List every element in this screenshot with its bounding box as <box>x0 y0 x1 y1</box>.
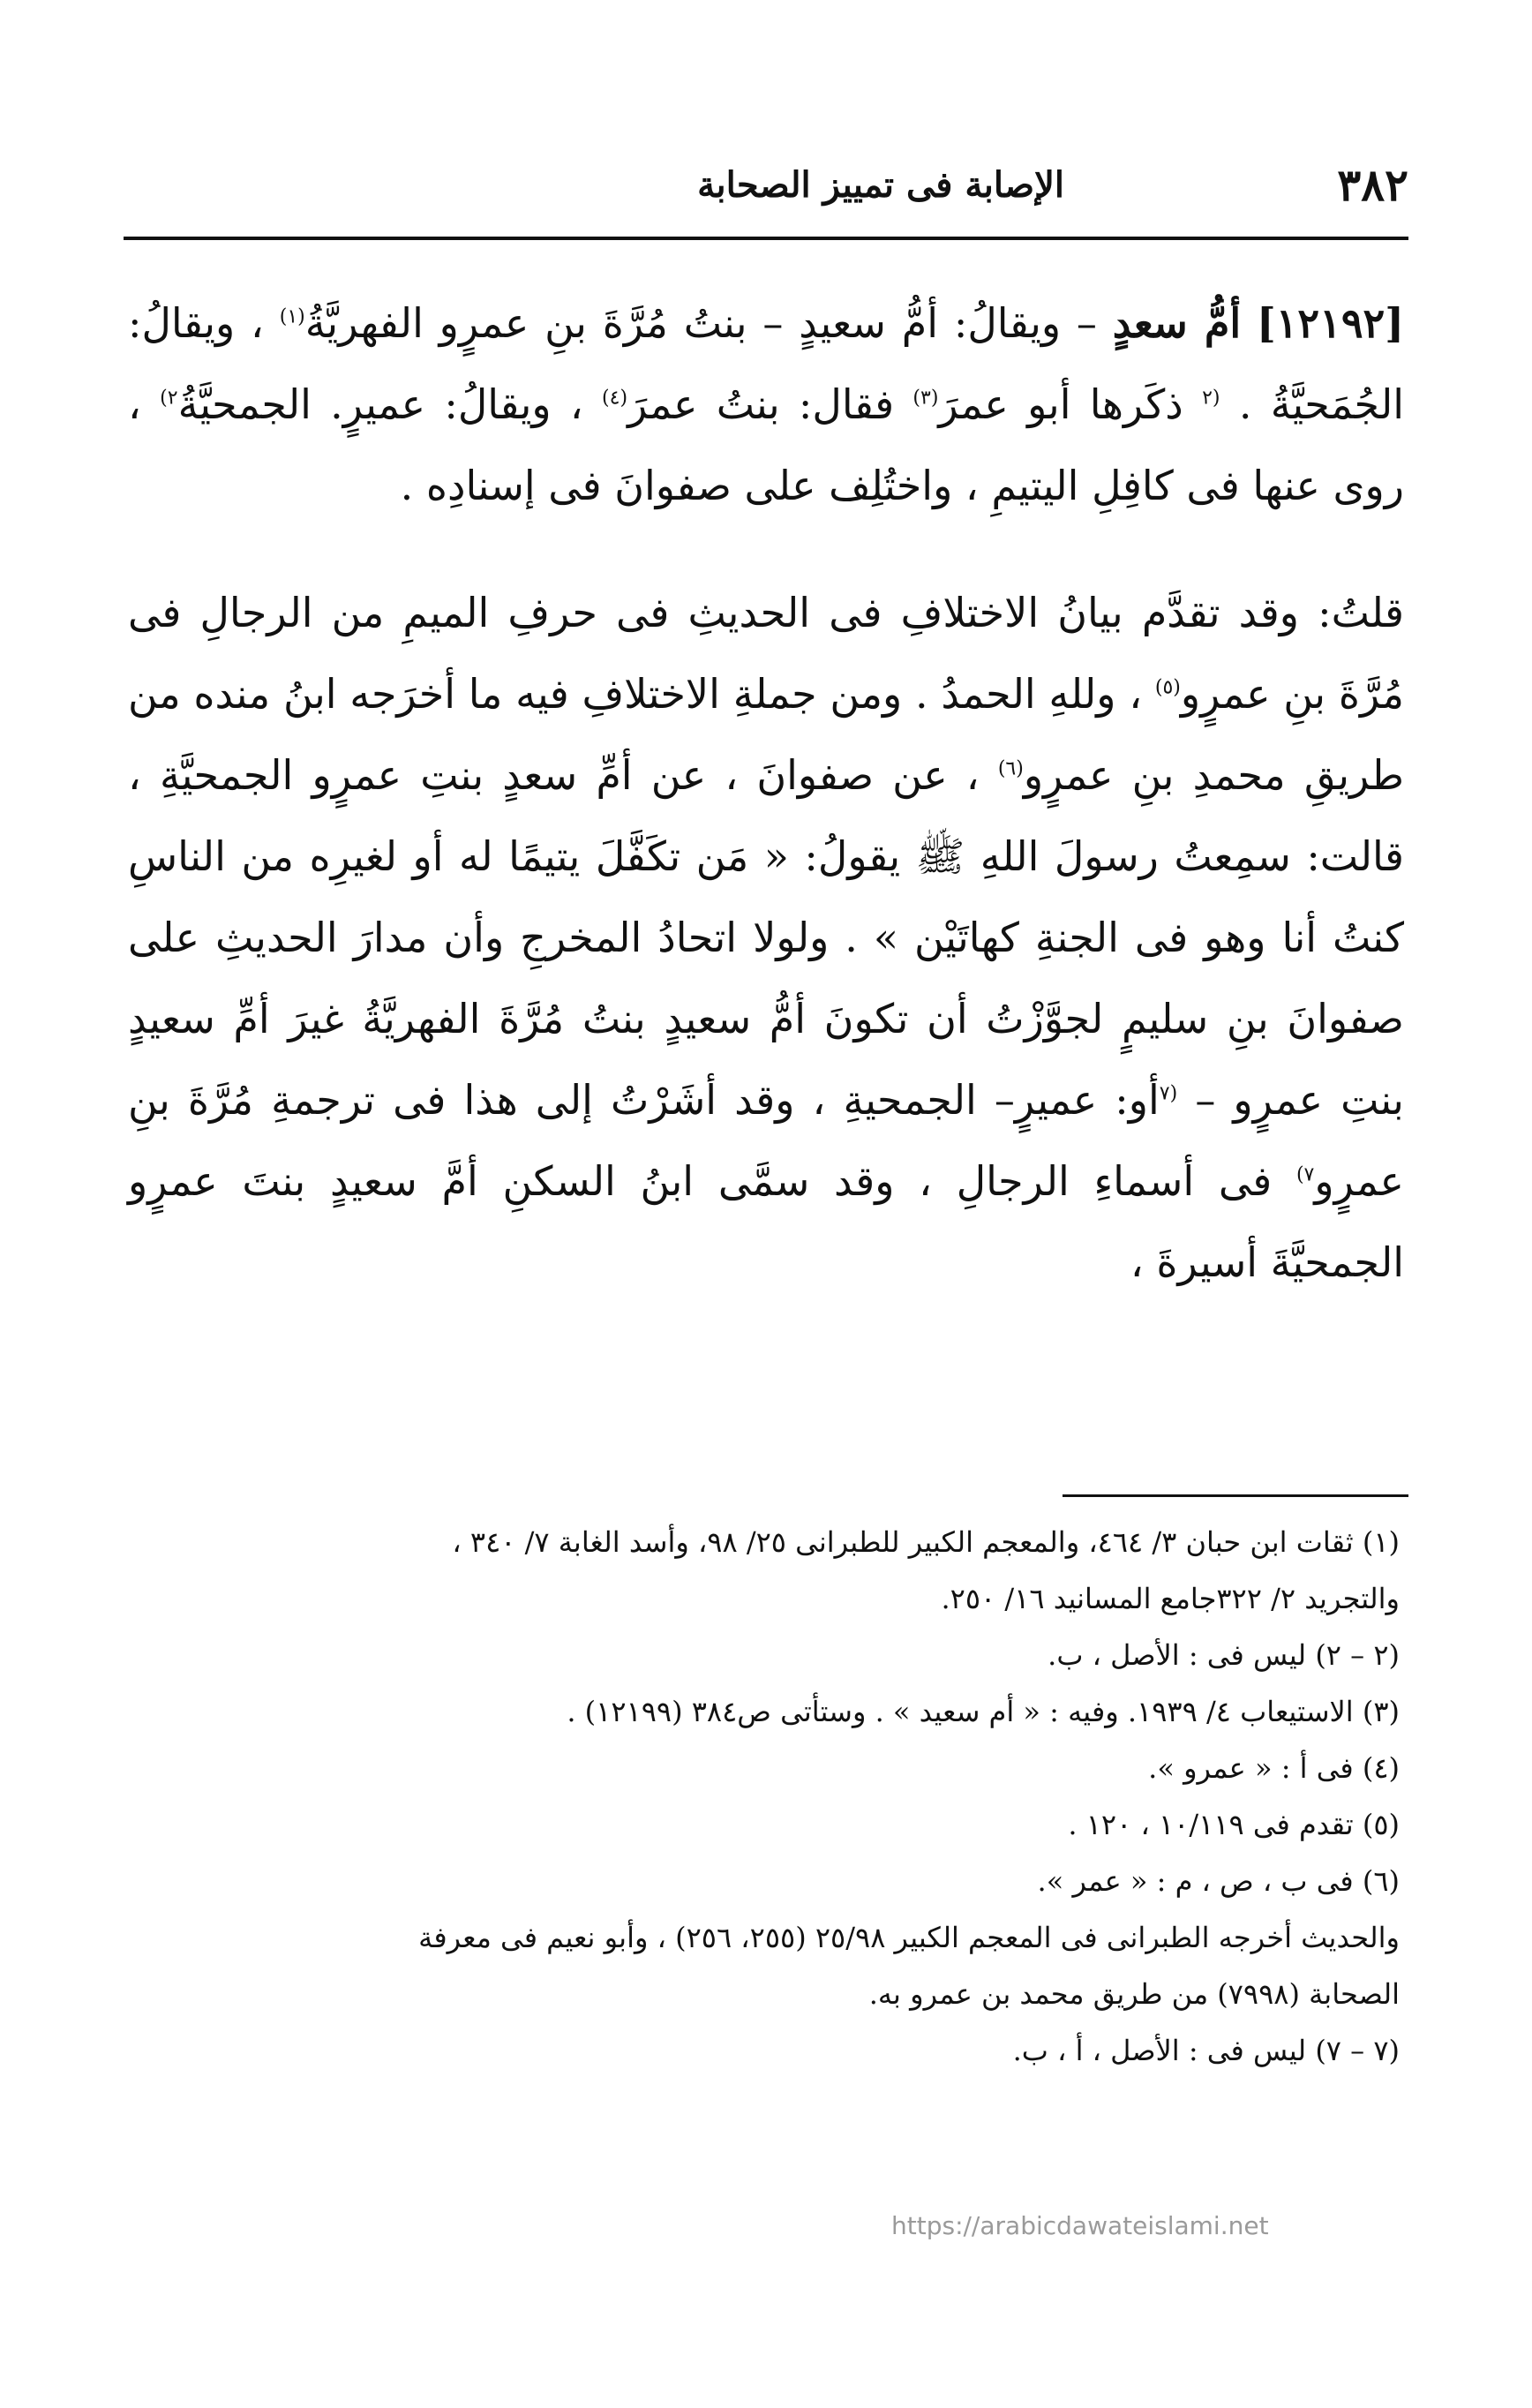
footnote-ref: (٥) <box>1154 676 1181 699</box>
running-title: الإصابة فى تمييز الصحابة <box>697 164 1064 206</box>
text-segment: أو: عميرٍ– الجمحيةِ ، وقد أشَرْتُ إلى هذا فى ترجمةِ مُرَّةَ بنِ عمرٍو <box>128 1076 1404 1205</box>
commentary-paragraph <box>128 572 1404 1303</box>
text-segment: ، وللهِ الحمدُ . ومن جملةِ الاختلافِ فيه ما أخرَجه ابنُ منده من طريقِ محمدِ بنِ عمرٍو <box>128 670 1405 799</box>
footnote-ref: (٢ <box>1202 387 1220 410</box>
footnote-ref: (٤) <box>602 387 628 410</box>
text-segment: فى أسماءِ الرجالِ ، وقد سمَّى ابنُ السكنِ أمَّ سعيدٍ بنتَ عمرٍو الجمحيَّةَ أسيرةَ ، <box>128 1157 1404 1286</box>
text-segment: فقال: بنتُ عمرَ <box>627 380 895 428</box>
text-segment: قلتُ: وقد تقدَّم بيانُ الاختلافِ فى الحديثِ فى حرفِ الميمِ من الرجالِ فى مُرَّةَ بنِ عمرٍو <box>128 589 1404 718</box>
footnote-rule <box>1063 1494 1408 1497</box>
entry-number: [١٢١٩٢] <box>1256 299 1405 347</box>
footnote-ref: (٧ <box>1159 1082 1178 1105</box>
footnotes <box>132 1514 1400 2079</box>
text-segment: ذكَرها أبو عمرَ <box>938 380 1183 428</box>
text-segment: – ويقالُ: أمُّ سعيدٍ – بنتُ مُرَّةَ بنِ عمرٍو الفهريَّةُ <box>304 299 1097 347</box>
watermark-url: https://arabicdawateislami.net <box>891 2211 1269 2240</box>
footnote-line: (١) ثقات ابن حبان ٣/ ٤٦٤، والمعجم الكبير للطبرانى ٢٥/ ٩٨، وأسد الغابة ٧/ ٣٤٠ ، <box>452 1525 1400 1559</box>
footnote-line: الصحابة (٧٩٩٨) من طريق محمد بن عمرو به. <box>868 1977 1400 2011</box>
footnote-ref: ٢) <box>160 387 178 410</box>
main-text <box>128 282 1404 1303</box>
footnote-line: (٢ – ٢) ليس فى : الأصل ، ب. <box>1048 1638 1400 1672</box>
footnote-line: (٧ – ٧) ليس فى : الأصل ، أ ، ب. <box>1012 2034 1400 2067</box>
footnote-ref: (٣) <box>912 387 939 410</box>
text-segment: ، ويقالُ: عميرٍ. الجمحيَّةُ <box>177 380 583 428</box>
text-segment: ، روى عنها فى كافِلِ اليتيمِ ، واختُلِف على صفوانَ فى إسنادِه . <box>128 380 1404 509</box>
footnote-line: (٥) تقدم فى ١٠/١١٩ ، ١٢٠ . <box>1068 1808 1400 1841</box>
footnote-line: والحديث أخرجه الطبرانى فى المعجم الكبير ٢٥/٩٨ (٢٥٥، ٢٥٦) ، وأبو نعيم فى معرفة <box>418 1921 1400 1954</box>
footnote-ref: (٦) <box>997 757 1024 780</box>
footnote-line: (٤) فى أ : « عمرو ». <box>1148 1751 1400 1785</box>
header-rule <box>124 237 1408 240</box>
page-header <box>124 159 1408 221</box>
page-number: ٣٨٢ <box>1337 159 1408 211</box>
footnote-ref: ٧) <box>1295 1163 1315 1186</box>
footnote-line: (٣) الاستيعاب ٤/ ١٩٣٩. وفيه : « أم سعيد » . وستأتى ص٣٨٤ (١٢١٩٩) . <box>567 1695 1400 1728</box>
text-segment: ، عن صفوانَ ، عن أمِّ سعدٍ بنتِ عمرٍو الجمحيَّةِ ، قالت: سمِعتُ رسولَ اللهِ ﷺ يقولُ: « مَن تكَفَّلَ يتيمًا له أو لغيرِه من الناسِ كنتُ أنا وهو فى الجنةِ كهاتَيْن » . ولولا اتحادُ المخرجِ وأن مدارَ الحديثِ على صفوانَ بنِ سليمٍ لجوَّزْتُ أن تكونَ أمُّ سعيدٍ بنتُ مُرَّةَ الفهريَّةُ غيرَ أمِّ سعيدٍ بنتِ عمرٍو – <box>128 751 1405 1124</box>
text-segment: ، ويقالُ: الجُمَحيَّةُ . <box>128 299 1405 428</box>
entry-paragraph <box>128 282 1404 526</box>
footnote-line: والتجريد ٢/ ٣٢٢جامع المسانيد ١٦/ ٢٥٠. <box>941 1582 1400 1615</box>
footnote-line: (٦) فى ب ، ص ، م : « عمر ». <box>1037 1864 1400 1898</box>
entry-heading: أمُّ سعدٍ <box>1112 299 1242 347</box>
footnote-ref: (١) <box>279 305 305 328</box>
